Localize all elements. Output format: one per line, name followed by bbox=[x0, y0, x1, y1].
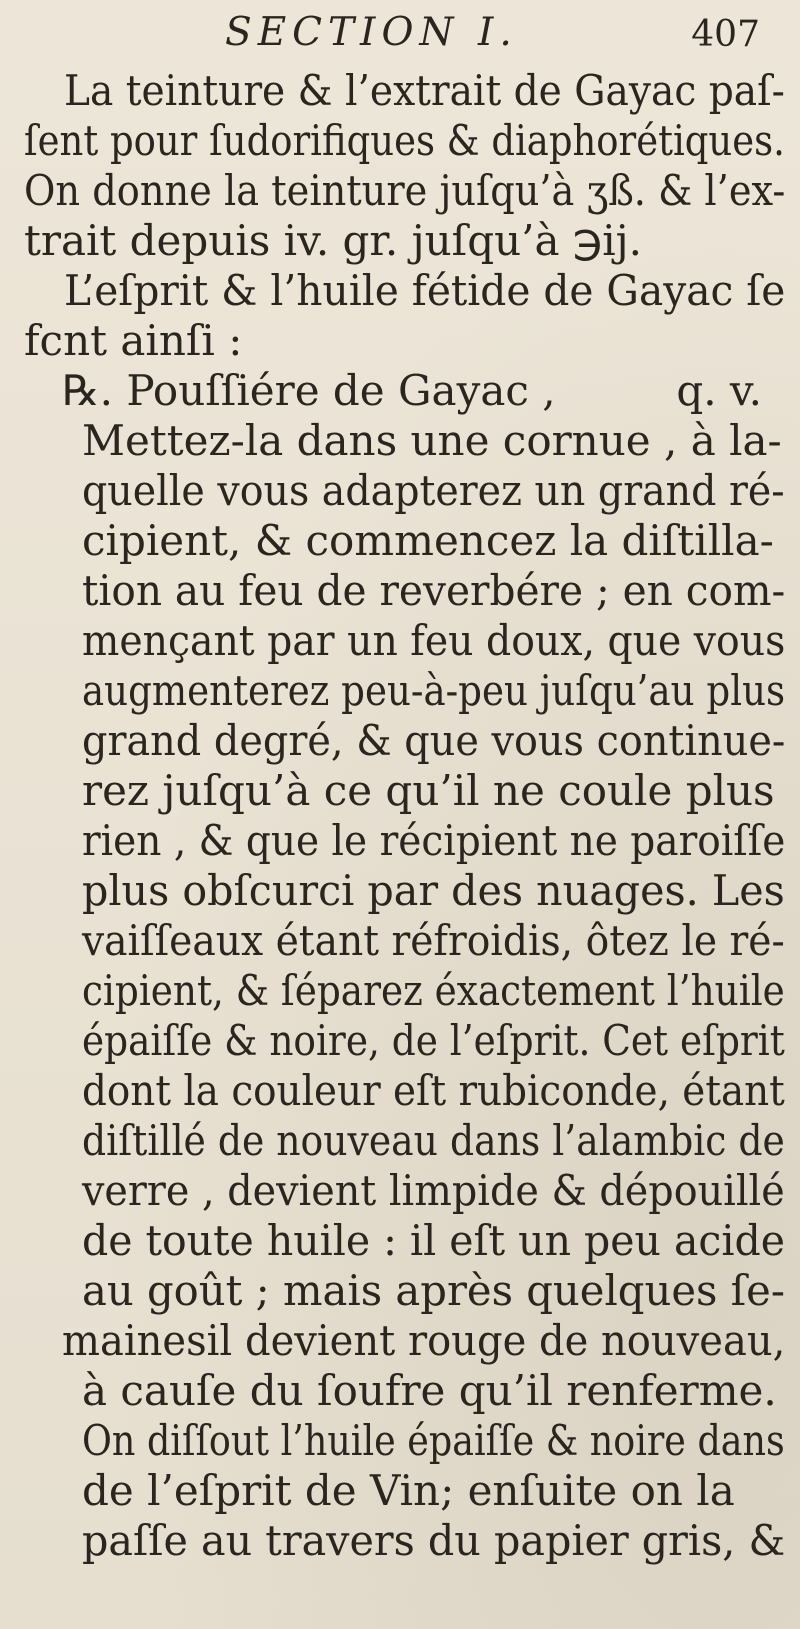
text-line: trait depuis iv. gr. juſqu’à ℈ij. bbox=[24, 216, 643, 265]
page-header bbox=[0, 10, 800, 70]
text-line: plus obſcurci par des nuages. Les bbox=[82, 866, 785, 915]
text-line: rez juſqu’à ce qu’il ne coule plus bbox=[82, 766, 775, 815]
text-line: L’eſprit & l’huile fétide de Gayac ſe bbox=[64, 266, 786, 315]
recipe-ingredient: ℞. Pouſſiére de Gayac , bbox=[62, 366, 556, 415]
text-line: vaiſſeaux étant réfroidis, ôtez le ré- bbox=[82, 916, 785, 965]
text-line: de l’eſprit de Vin; enſuite on la bbox=[82, 1466, 735, 1515]
text-line: mainesil devient rouge de nouveau, bbox=[62, 1316, 786, 1365]
text-line: fcnt ainſi : bbox=[24, 316, 243, 365]
text-line: cipient, & ſéparez éxactement l’huile bbox=[82, 966, 785, 1015]
text-line: mençant par un feu doux, que vous bbox=[82, 616, 786, 665]
text-line: grand degré, & que vous continue- bbox=[82, 716, 786, 765]
text-line: tion au feu de reverbére ; en com- bbox=[82, 566, 786, 615]
text-line: augmenterez peu-à-peu juſqu’au plus bbox=[82, 666, 786, 715]
text-line: Mettez-la dans une cornue , à la- bbox=[82, 416, 782, 465]
text-line: paſſe au travers du papier gris, & bbox=[82, 1516, 786, 1565]
text-line: diſtillé de nouveau dans l’alambic de bbox=[82, 1116, 785, 1165]
text-line: épaiſſe & noire, de l’eſprit. Cet eſprit bbox=[82, 1016, 785, 1065]
running-title: SECTION I. bbox=[225, 10, 518, 55]
text-line: dont la couleur eſt rubiconde, étant bbox=[82, 1066, 785, 1115]
text-line: La teinture & l’extrait de Gayac paſ- bbox=[64, 66, 785, 115]
text-line: à cauſe du ſoufre qu’il renferme. bbox=[82, 1366, 777, 1415]
page-number: 407 bbox=[691, 14, 760, 55]
text-line: au goût ; mais après quelques ſe- bbox=[82, 1266, 785, 1315]
text-line: cipient, & commencez la diſtilla- bbox=[82, 516, 774, 565]
text-line: ſent pour ſudorifiques & diaphorétiques. bbox=[24, 116, 785, 165]
text-line: On diſſout l’huile épaiſſe & noire dans bbox=[82, 1416, 785, 1465]
text-line: rien , & que le récipient ne paroiſſe bbox=[82, 816, 786, 865]
text-line: On donne la teinture juſqu’à ʒß. & l’ex- bbox=[24, 166, 786, 215]
recipe-quantity: q. v. bbox=[676, 366, 762, 415]
text-line: de toute huile : il eſt un peu acide bbox=[82, 1216, 785, 1265]
text-line: quelle vous adapterez un grand ré- bbox=[82, 466, 785, 515]
text-line: verre , devient limpide & dépouillé bbox=[82, 1166, 785, 1215]
